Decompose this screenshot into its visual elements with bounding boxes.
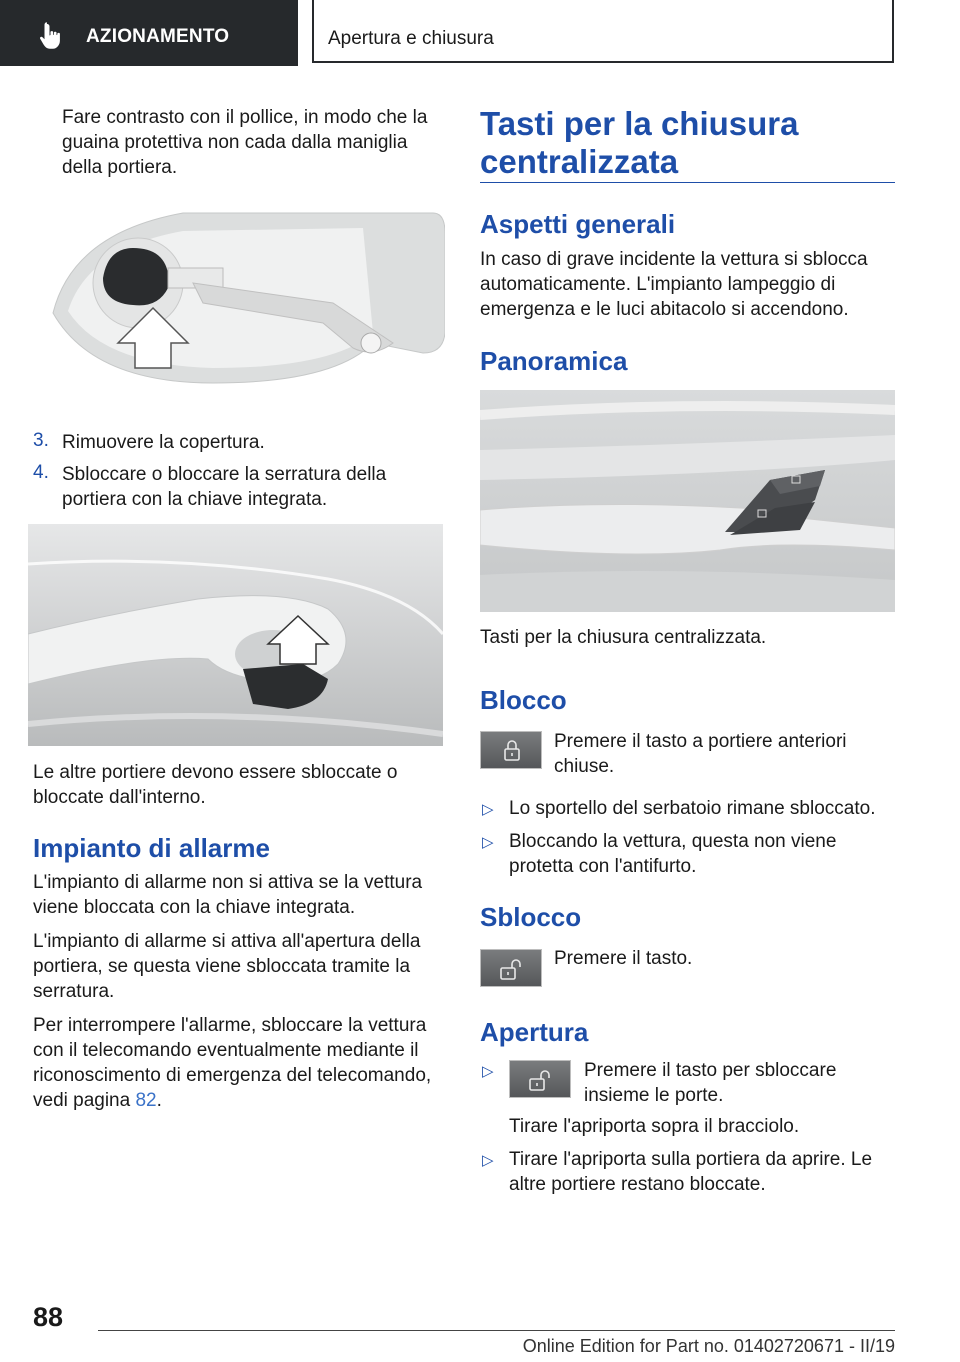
hand-pointer-icon [40, 22, 66, 52]
unlock-icon [481, 950, 543, 988]
open-bullet: Tirare l'apriporta sulla portiera da aprire. Le altre portiere restano bloccate. [509, 1149, 873, 1195]
unlock-button[interactable] [509, 1060, 571, 1098]
triangle-bullet-icon: ▷ [482, 801, 494, 818]
door-handle-key-image [28, 524, 443, 746]
step-number: 4. [33, 462, 49, 483]
section-header [312, 0, 894, 63]
alarm-paragraph: Per interrompere l'allarme, sbloccare la vettura con il telecomando eventualmente mediante il riconoscimento di emergenza del telecomando, vedi pagina 82. [33, 1015, 432, 1111]
lock-button[interactable] [480, 731, 542, 769]
footer-edition: Online Edition for Part no. 01402720671 - II/19 [522, 1336, 895, 1356]
step-number: 3. [33, 430, 49, 451]
open-bullet: Premere il tasto per sbloccare insieme le porte. [584, 1060, 837, 1106]
other-doors-paragraph: Le altre portiere devono essere sbloccate o bloccate dall'interno. [33, 762, 398, 808]
general-heading: Aspetti generali [480, 209, 676, 239]
lock-bullet: Bloccando la vettura, questa non viene protetta con l'antifurto. [509, 831, 837, 877]
chapter-tab-label: AZIONAMENTO [86, 26, 230, 47]
triangle-bullet-icon: ▷ [482, 1063, 494, 1080]
open-heading: Apertura [480, 1017, 589, 1047]
unlock-heading: Sblocco [480, 902, 582, 932]
triangle-bullet-icon: ▷ [482, 1152, 494, 1169]
triangle-bullet-icon: ▷ [482, 834, 494, 851]
lock-paragraph: Premere il tasto a portiere anteriori chiuse. [554, 731, 847, 777]
heading-divider [480, 182, 895, 183]
step-text: Rimuovere la copertura. [62, 432, 265, 453]
door-handle-cover-image [33, 193, 445, 388]
unlock-paragraph: Premere il tasto. [554, 948, 693, 969]
lock-icon [481, 732, 543, 770]
overview-heading: Panoramica [480, 346, 628, 376]
section-title: Apertura e chiusura [328, 28, 494, 49]
open-sub-paragraph: Tirare l'apriporta sopra il bracciolo. [509, 1116, 800, 1137]
alarm-heading: Impianto di allarme [33, 833, 270, 863]
alarm-paragraph: L'impianto di allarme si attiva all'apertura della portiera, se questa viene sbloccata tramite la serratura. [33, 931, 421, 1002]
overview-caption: Tasti per la chiusura centralizzata. [480, 627, 767, 648]
general-paragraph: In caso di grave incidente la vettura si sblocca automaticamente. L'impianto lampeggio di emergenza e le luci abitacolo si accendono. [480, 249, 868, 320]
alarm-paragraph: L'impianto di allarme non si attiva se la vettura viene bloccata con la chiave integrata. [33, 872, 423, 918]
lock-heading: Blocco [480, 685, 567, 715]
unlock-icon [510, 1061, 572, 1099]
unlock-button[interactable] [480, 949, 542, 987]
page-number: 88 [33, 1302, 64, 1332]
page-link[interactable]: 82 [135, 1090, 157, 1111]
footer-divider [98, 1330, 895, 1331]
intro-paragraph: Fare contrasto con il pollice, in modo che la guaina protettiva non cada dalla maniglia della portiera. [62, 107, 428, 178]
chapter-tab[interactable] [0, 0, 298, 66]
central-locking-buttons-image [480, 390, 895, 612]
step-text: Sbloccare o bloccare la serratura della portiera con la chiave integrata. [62, 464, 387, 510]
main-heading: Tasti per la chiusura centralizzata [480, 105, 799, 180]
lock-bullet: Lo sportello del serbatoio rimane sbloccato. [509, 798, 876, 819]
